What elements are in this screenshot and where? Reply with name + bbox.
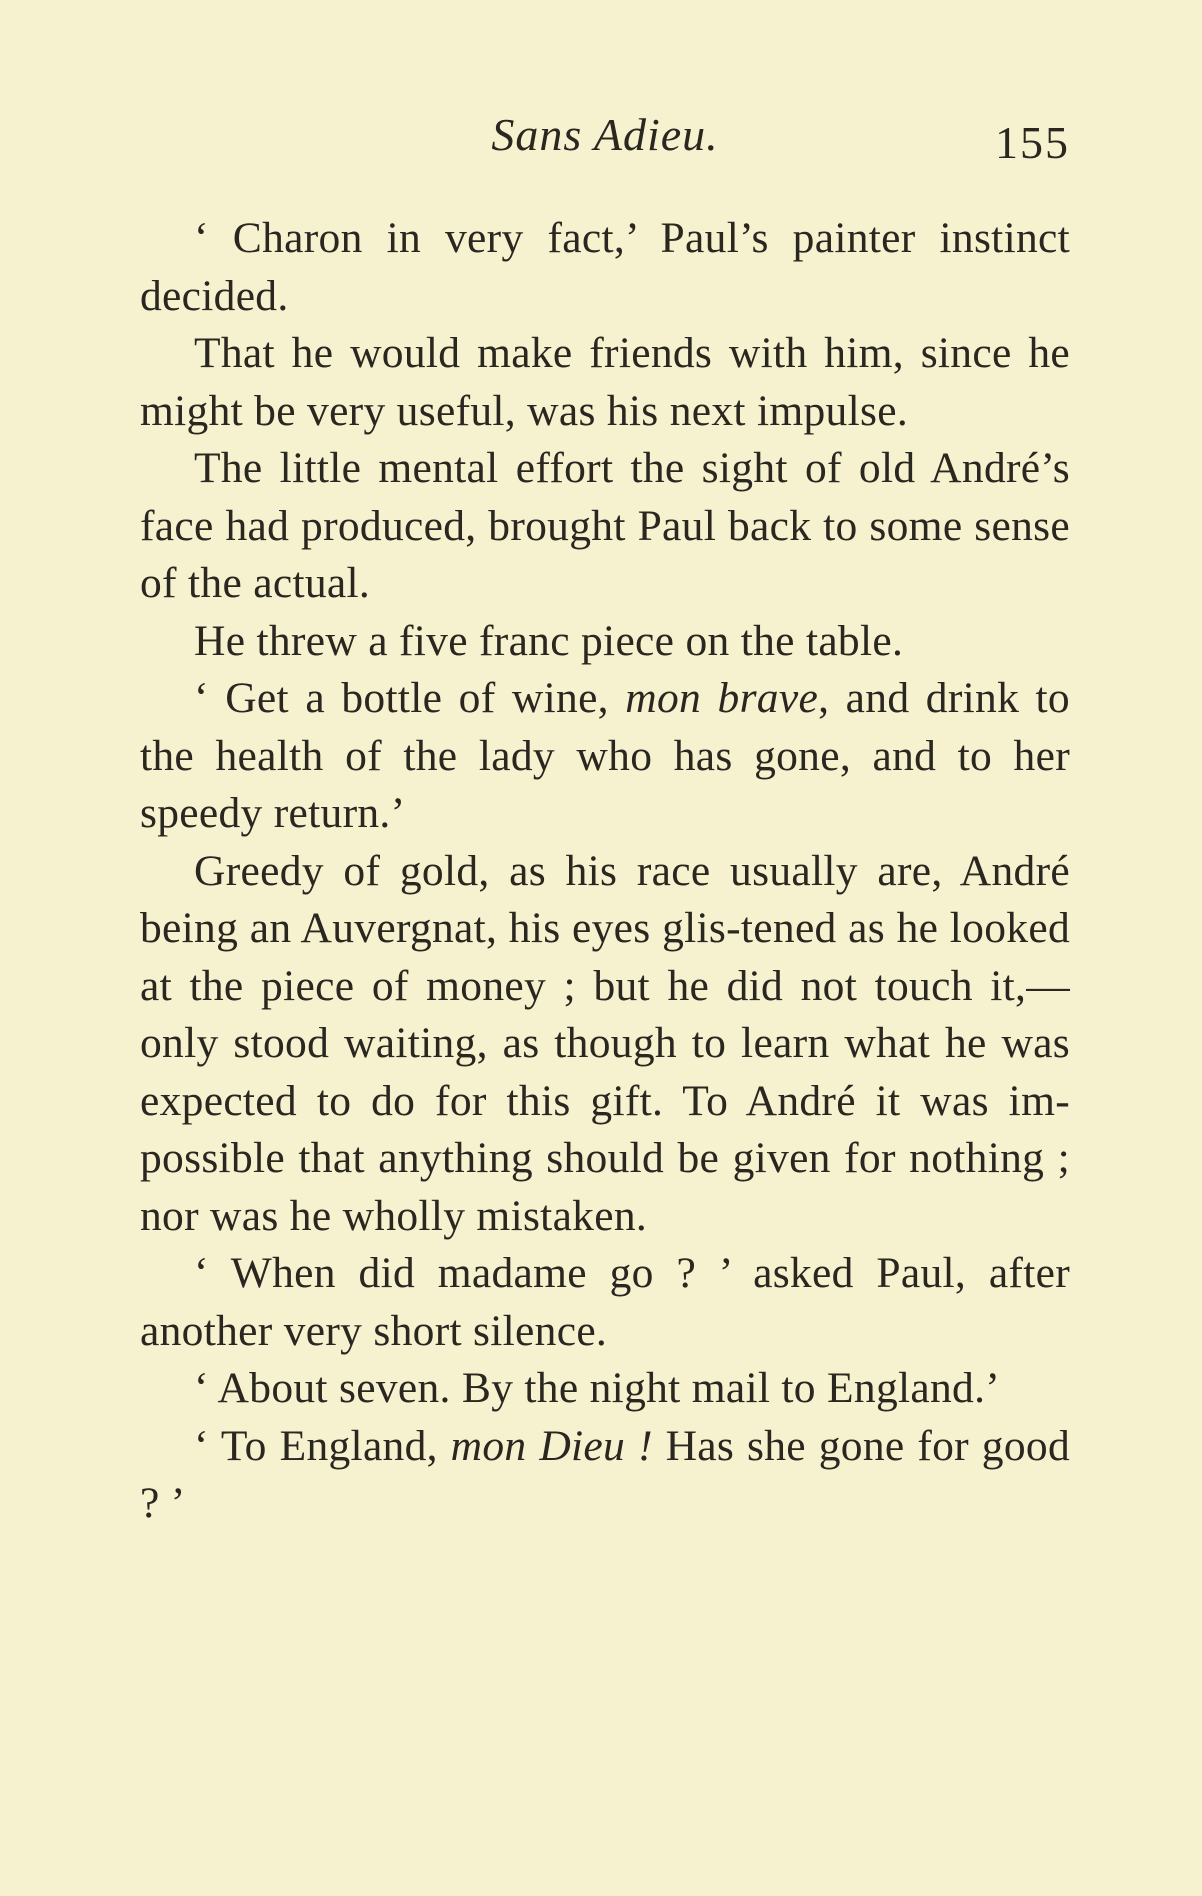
paragraph-text: , and drink to the health of the lady who has gone, and to her speedy return.’ [140,674,1070,837]
paragraph [140,613,1070,671]
paragraph [140,1360,1070,1418]
paragraph-text: Has she gone for good ? ’ [140,1421,1070,1527]
paragraph-text: That he would make friends with him, since he might be very useful, was his next impulse. [140,329,1070,435]
paragraph [140,843,1070,1246]
paragraph-text: He threw a five franc piece on the table. [194,616,904,665]
paragraph [140,670,1070,843]
paragraph [140,440,1070,613]
running-title: Sans Adieu. [491,109,719,160]
paragraph-text: ‘ When did madame go ? ’ asked Paul, after another very short silence. [140,1249,1070,1355]
paragraph-text: The little mental effort the sight of old André’s face had produced, brought Paul back to some sense of the actual. [140,444,1070,607]
body-text [140,210,1070,1533]
paragraph [140,1245,1070,1360]
italic-phrase: mon Dieu ! [450,1421,653,1470]
paragraph-text: ‘ To England, [194,1421,451,1470]
paragraph-text: Greedy of gold, as his race usually are, André being an Auvergnat, his eyes glis-tened as he looked at the piece of money ; but he did not touch it,—only stood waiting, as though to learn what he was expected to do for this gift. To André it was im-possible that anything should be given for nothing ; nor was he wholly mistaken. [140,846,1070,1240]
paragraph [140,325,1070,440]
paragraph-text: ‘ Charon in very fact,’ Paul’s painter instinct decided. [140,214,1070,320]
paragraph-text: ‘ Get a bottle of wine, [194,674,626,722]
italic-phrase: mon brave [625,674,819,722]
paragraph [140,1418,1070,1533]
paragraph-text: ‘ About seven. By the night mail to England.’ [194,1364,1001,1412]
running-head [140,108,1070,168]
page-number: 155 [995,117,1070,168]
paragraph [140,210,1070,325]
